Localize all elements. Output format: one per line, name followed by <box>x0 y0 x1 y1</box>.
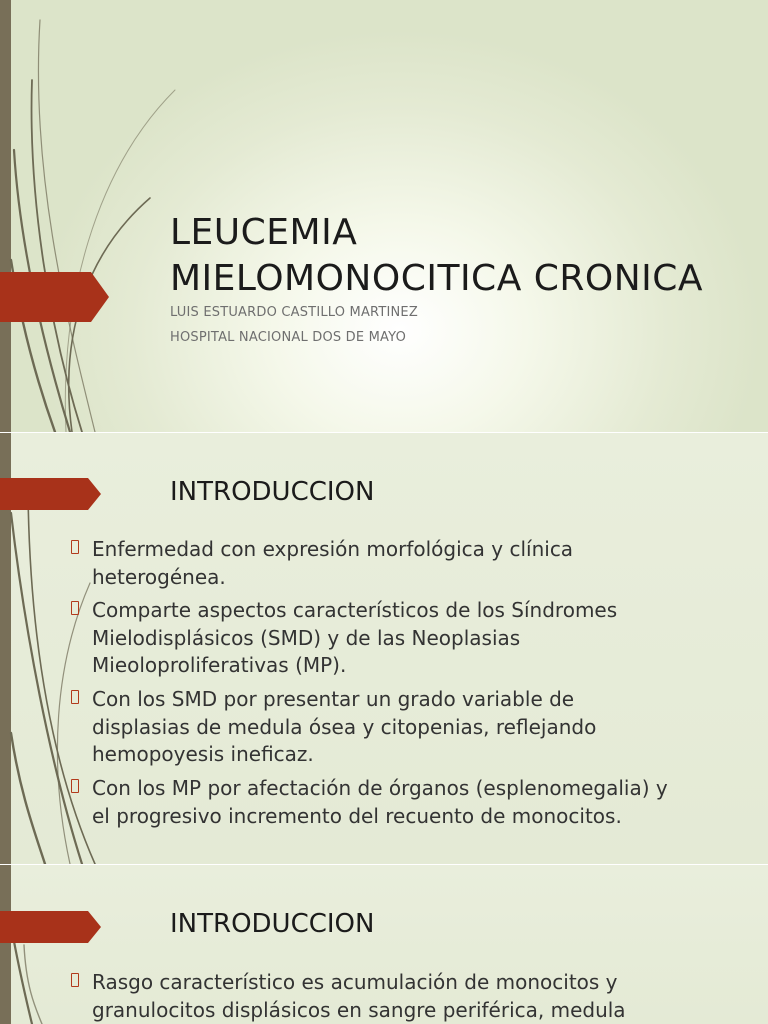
section-heading: INTRODUCCION <box>170 477 375 507</box>
list-item: Comparte aspectos característicos de los Síndromes Mielodisplásicos (SMD) y de las Neoplasias Mieoloproliferativas (MP). <box>92 597 752 680</box>
bullet-square-icon <box>71 779 79 793</box>
bullet-square-icon <box>71 973 79 987</box>
bullet-square-icon <box>71 601 79 615</box>
arrow-tab-icon <box>0 478 102 510</box>
list-item: Rasgo característico es acumulación de monocitos y granulocitos displásicos en sangre periférica, medula <box>92 969 752 1024</box>
slide-introduccion-1 <box>0 433 768 864</box>
bullet-square-icon <box>71 690 79 704</box>
hospital-name: HOSPITAL NACIONAL DOS DE MAYO <box>170 330 407 345</box>
bullet-square-icon <box>71 540 79 554</box>
title-line-1: LEUCEMIA <box>170 212 358 253</box>
arrow-tab-icon <box>0 911 102 943</box>
slide-title <box>0 0 768 432</box>
list-item: Con los SMD por presentar un grado variable de displasias de medula ósea y citopenias, reflejando hemopoyesis ineficaz. <box>92 686 752 769</box>
list-item: Enfermedad con expresión morfológica y clínica heterogénea. <box>92 536 752 591</box>
author-name: LUIS ESTUARDO CASTILLO MARTINEZ <box>170 305 418 320</box>
list-item: Con los MP por afectación de órganos (esplenomegalia) y el progresivo incremento del recuento de monocitos. <box>92 775 752 830</box>
presentation-title <box>170 210 703 302</box>
title-line-2: MIELOMONOCITICA CRONICA <box>170 258 704 299</box>
slide-introduccion-2 <box>0 865 768 1024</box>
arrow-tab-icon <box>0 272 110 322</box>
section-heading: INTRODUCCION <box>170 909 375 939</box>
swirl-decoration-icon <box>0 865 100 1024</box>
